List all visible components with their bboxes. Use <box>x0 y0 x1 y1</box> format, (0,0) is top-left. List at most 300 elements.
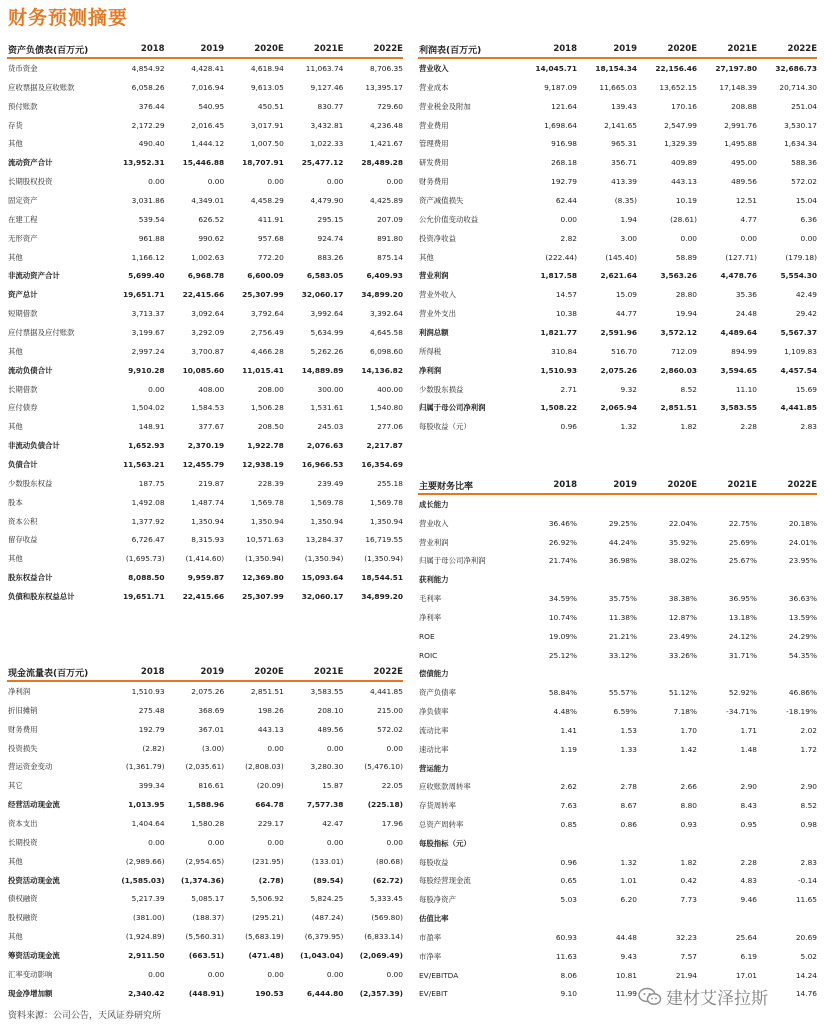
table-row <box>418 533 817 552</box>
row-label: 其他 <box>8 932 23 942</box>
cell-value: 2.90 <box>740 782 757 792</box>
cell-value: 8.06 <box>560 970 577 980</box>
cell-value: 25.69% <box>728 537 757 547</box>
cell-value: 1,540.80 <box>370 403 403 413</box>
cell-value: 1,350.94 <box>310 516 344 526</box>
cell-value: 16,966.53 <box>301 459 344 469</box>
cell-value: 22,415.66 <box>182 591 225 601</box>
cell-value: 12,455.79 <box>182 459 225 469</box>
row-label: 非流动负债合计 <box>8 441 60 451</box>
year-header: 2020E <box>667 480 697 490</box>
cell-value: 219.87 <box>198 478 225 488</box>
row-label: 固定资产 <box>8 195 38 205</box>
cell-value: 2,076.63 <box>306 441 344 451</box>
cell-value: 35.75% <box>608 594 637 604</box>
cell-value: (2.78) <box>258 875 284 885</box>
cell-value: 0.00 <box>326 969 344 979</box>
cell-value: 1,580.28 <box>191 818 225 828</box>
cell-value: 8.80 <box>680 801 697 811</box>
table-row <box>7 436 403 455</box>
cell-value: 4.83 <box>740 876 757 886</box>
cell-value: 4,645.58 <box>370 327 403 337</box>
row-label: 营业税金及附加 <box>419 101 471 111</box>
cell-value: 6,058.26 <box>131 82 165 92</box>
cell-value: 4,457.54 <box>780 365 817 375</box>
table-row <box>7 474 403 493</box>
cell-value: 22,156.46 <box>655 63 697 73</box>
year-header: 2022E <box>787 44 817 54</box>
cell-value: 4.48% <box>553 707 577 717</box>
table-row <box>418 285 817 304</box>
row-label: 归属于母公司净利润 <box>419 403 486 413</box>
cell-value: 875.14 <box>377 252 403 262</box>
cell-value: 208.00 <box>257 384 284 394</box>
cell-value: 7,016.94 <box>191 82 225 92</box>
cell-value: 35.36 <box>735 290 757 300</box>
row-label: 长期投资 <box>8 837 38 847</box>
cell-value: 4,349.01 <box>191 195 225 205</box>
cell-value: 44.24% <box>608 537 637 547</box>
cell-value: 399.34 <box>138 781 165 791</box>
cell-value: 376.44 <box>138 101 165 111</box>
cell-value: 13.59% <box>788 612 817 622</box>
cell-value: 2,756.49 <box>250 327 284 337</box>
cell-value: 0.95 <box>740 819 757 829</box>
row-label: 留存收益 <box>8 535 38 545</box>
row-label: 营业外收入 <box>419 290 456 300</box>
cell-value: 664.78 <box>255 800 284 810</box>
cell-value: 2,911.50 <box>128 950 165 960</box>
cell-value: 15.04 <box>795 195 817 205</box>
cell-value: (1,374.36) <box>180 875 225 885</box>
cell-value: 0.42 <box>680 876 697 886</box>
cell-value: 6,409.93 <box>366 271 403 281</box>
table-row <box>418 342 817 361</box>
row-label: 毛利率 <box>419 594 442 604</box>
year-header: 2020E <box>667 44 697 54</box>
cell-value: 0.00 <box>560 214 577 224</box>
row-label: ROIC <box>419 650 438 660</box>
balance-sheet-table <box>7 41 403 606</box>
cell-value: 32.23 <box>675 932 697 942</box>
cell-value: (225.18) <box>367 800 403 810</box>
cell-value: 1.70 <box>680 725 697 735</box>
cell-value: 42.49 <box>795 290 817 300</box>
cell-value: 6.20 <box>620 895 637 905</box>
cell-value: 1,002.63 <box>191 252 225 262</box>
cell-value: 894.99 <box>731 346 757 356</box>
cell-value: 626.52 <box>198 214 225 224</box>
cell-value: 7.18% <box>673 707 697 717</box>
row-label: 货币资金 <box>8 63 38 73</box>
year-header: 2020E <box>254 667 284 677</box>
row-label: 其他 <box>8 252 23 262</box>
cell-value: 190.53 <box>255 988 284 998</box>
cell-value: 27,197.80 <box>715 63 757 73</box>
cell-value: 10.74% <box>548 612 577 622</box>
cell-value: 55.57% <box>608 688 637 698</box>
cell-value: 3,583.55 <box>310 686 344 696</box>
cell-value: 2.90 <box>800 782 817 792</box>
cell-value: (1,361.79) <box>125 762 165 772</box>
cell-value: (231.95) <box>252 856 284 866</box>
cell-value: 295.15 <box>317 214 344 224</box>
cell-value: 1.71 <box>740 725 757 735</box>
table-row <box>418 398 817 417</box>
cell-value: 1,569.78 <box>370 497 403 507</box>
cell-value: 14.57 <box>555 290 577 300</box>
row-label: 股东权益合计 <box>8 573 53 583</box>
cell-value: 12,938.19 <box>242 459 284 469</box>
row-label: 财务费用 <box>8 724 38 734</box>
cell-value: 1,531.61 <box>310 403 344 413</box>
cell-value: 1,506.28 <box>250 403 284 413</box>
row-label: 净利率 <box>419 612 442 622</box>
section-header-row <box>418 570 817 589</box>
cell-value: 15,093.64 <box>301 573 344 583</box>
table-row <box>418 608 817 627</box>
cell-value: 1,329.39 <box>664 139 697 149</box>
cell-value: 11.10 <box>735 384 757 394</box>
row-label: 资本支出 <box>8 818 38 828</box>
cell-value: 0.00 <box>267 837 284 847</box>
cell-value: 2,217.87 <box>366 441 403 451</box>
cell-value: 2.02 <box>800 725 817 735</box>
cell-value: 11.99 <box>615 989 637 999</box>
cell-value: 139.43 <box>611 101 637 111</box>
cell-value: 52.92% <box>728 688 757 698</box>
row-label: 财务费用 <box>419 177 449 187</box>
row-label: 预付账款 <box>8 101 38 111</box>
cell-value: 9,187.09 <box>544 82 577 92</box>
cell-value: 310.84 <box>551 346 577 356</box>
cell-value: 29.42 <box>795 309 817 319</box>
cell-value: (8.35) <box>614 195 637 205</box>
row-label: 偿债能力 <box>419 669 449 679</box>
cell-value: (471.48) <box>248 950 284 960</box>
row-label: 投资活动现金流 <box>8 875 60 885</box>
cell-value: (133.01) <box>311 856 344 866</box>
cell-value: 11,563.21 <box>122 459 165 469</box>
table-row <box>7 398 403 417</box>
cell-value: 0.00 <box>680 233 697 243</box>
row-label: 应付票据及应付账款 <box>8 327 75 337</box>
cell-value: 22.05 <box>381 781 403 791</box>
table-row <box>7 97 403 116</box>
cell-value: 0.00 <box>267 743 284 753</box>
cell-value: 2,016.45 <box>191 120 225 130</box>
cell-value: 490.40 <box>138 139 165 149</box>
table-row <box>7 304 403 323</box>
row-label: 营业收入 <box>419 518 449 528</box>
cell-value: 0.00 <box>386 969 403 979</box>
row-label: 估值比率 <box>419 914 449 924</box>
cell-value: 0.00 <box>386 177 403 187</box>
cell-value: 23.95% <box>788 556 817 566</box>
table-row <box>7 380 403 399</box>
cell-value: 6.59% <box>613 707 637 717</box>
cell-value: 2.78 <box>620 782 637 792</box>
cell-value: (381.00) <box>132 913 165 923</box>
cell-value: 15.69 <box>795 384 817 394</box>
cell-value: 2.71 <box>560 384 577 394</box>
row-label: 总资产周转率 <box>419 819 464 829</box>
table-row <box>7 720 403 739</box>
table-row <box>7 682 403 701</box>
cell-value: 4,478.76 <box>720 271 757 281</box>
cell-value: 2,591.96 <box>600 327 637 337</box>
cell-value: 1,569.78 <box>250 497 284 507</box>
table-row <box>7 833 403 852</box>
cell-value: 409.89 <box>671 158 697 168</box>
cell-value: 15.09 <box>615 290 637 300</box>
cell-value: 1,510.93 <box>131 686 165 696</box>
cell-value: 8,088.50 <box>128 573 165 583</box>
cell-value: 148.91 <box>138 422 165 432</box>
cell-value: 21.21% <box>608 631 637 641</box>
cell-value: 16,354.69 <box>361 459 403 469</box>
row-label: 股权融资 <box>8 913 38 923</box>
cell-value: 400.00 <box>377 384 403 394</box>
table-row <box>7 116 403 135</box>
cell-value: 8.52 <box>680 384 697 394</box>
table-row <box>418 551 817 570</box>
cell-value: 25.67% <box>728 556 757 566</box>
cell-value: 540.95 <box>198 101 225 111</box>
cell-value: 215.00 <box>377 705 403 715</box>
table-row <box>418 890 817 909</box>
cell-value: 18,707.91 <box>242 158 284 168</box>
row-label: 折旧摊销 <box>8 705 38 715</box>
cell-value: 891.80 <box>377 233 403 243</box>
cell-value: 32,060.17 <box>301 591 344 601</box>
cell-value: -34.71% <box>726 707 757 717</box>
cell-value: 8.67 <box>620 801 637 811</box>
cell-value: 2,340.42 <box>128 988 165 998</box>
cell-value: 228.39 <box>257 478 284 488</box>
row-label: 债权融资 <box>8 894 38 904</box>
cell-value: 1.01 <box>620 876 637 886</box>
cell-value: 7.73 <box>680 895 697 905</box>
cell-value: 33.26% <box>668 650 697 660</box>
cell-value: 990.62 <box>198 233 225 243</box>
row-label: 应收账款周转率 <box>419 782 471 792</box>
cell-value: (28.61) <box>670 214 697 224</box>
table-row <box>418 702 817 721</box>
cell-value: 5,554.30 <box>780 271 817 281</box>
cell-value: 255.18 <box>377 478 403 488</box>
year-header: 2021E <box>727 44 757 54</box>
cell-value: (2,357.39) <box>359 988 403 998</box>
year-header: 2022E <box>373 667 403 677</box>
cell-value: 14,889.89 <box>301 365 344 375</box>
cell-value: (2,035.61) <box>185 762 225 772</box>
watermark-text: 建材艾泽拉斯 <box>666 989 768 1009</box>
cell-value: 2,075.26 <box>600 365 637 375</box>
cell-value: 1,166.12 <box>131 252 165 262</box>
cell-value: 1.72 <box>800 744 817 754</box>
cell-value: (663.51) <box>188 950 225 960</box>
table-header-title: 现金流量表(百万元) <box>8 668 89 679</box>
cell-value: 277.06 <box>377 422 403 432</box>
table-row <box>7 455 403 474</box>
cell-value: 25.12% <box>548 650 577 660</box>
cell-value: 883.26 <box>317 252 344 262</box>
cell-value: 1,013.95 <box>128 800 165 810</box>
cell-value: 3,280.30 <box>310 762 344 772</box>
section-header-row <box>418 909 817 928</box>
cell-value: 4,854.92 <box>131 63 165 73</box>
cell-value: (487.24) <box>311 913 344 923</box>
table-row <box>418 417 817 436</box>
cell-value: 0.85 <box>560 819 577 829</box>
cell-value: 19.09% <box>548 631 577 641</box>
cell-value: 0.96 <box>560 857 577 867</box>
cell-value: 1,922.78 <box>247 441 284 451</box>
cell-value: 5.03 <box>560 895 577 905</box>
cell-value: 2,370.19 <box>187 441 225 451</box>
table-header-title: 利润表(百万元) <box>419 45 482 56</box>
cell-value: 729.60 <box>377 101 403 111</box>
table-row <box>7 530 403 549</box>
cell-value: 5,567.37 <box>780 327 817 337</box>
year-header: 2021E <box>727 480 757 490</box>
table-row <box>7 59 403 78</box>
cell-value: 24.48 <box>735 309 757 319</box>
table-row <box>7 191 403 210</box>
cell-value: 22.75% <box>728 518 757 528</box>
cell-value: 8,706.35 <box>370 63 403 73</box>
table-row <box>7 342 403 361</box>
cell-value: 58.84% <box>548 688 577 698</box>
cell-value: 10.81 <box>615 970 637 980</box>
cell-value: 15.87 <box>322 781 344 791</box>
row-label: 投资净收益 <box>419 233 456 243</box>
cell-value: 23.49% <box>668 631 697 641</box>
cell-value: 58.89 <box>675 252 697 262</box>
table-row <box>7 493 403 512</box>
cell-value: 411.91 <box>257 214 284 224</box>
cell-value: 300.00 <box>317 384 344 394</box>
cell-value: 251.04 <box>791 101 817 111</box>
cell-value: 0.00 <box>386 837 403 847</box>
row-label: 存货 <box>8 120 23 130</box>
cell-value: 3,700.87 <box>191 346 225 356</box>
table-row <box>418 589 817 608</box>
cell-value: 12.51 <box>735 195 757 205</box>
row-label: 长期股权投资 <box>8 177 53 187</box>
row-label: 营业外支出 <box>419 309 456 319</box>
cell-value: 36.63% <box>788 594 817 604</box>
section-header-row <box>418 759 817 778</box>
section-header-row <box>418 834 817 853</box>
cell-value: 21.74% <box>548 556 577 566</box>
cell-value: 3,563.26 <box>660 271 697 281</box>
row-label: 研发费用 <box>419 158 449 168</box>
cell-value: 1,634.34 <box>784 139 817 149</box>
cell-value: 62.44 <box>555 195 577 205</box>
cell-value: 24.29% <box>788 631 817 641</box>
cell-value: 443.13 <box>671 177 697 187</box>
table-row <box>418 721 817 740</box>
table-row <box>7 889 403 908</box>
cell-value: 2.28 <box>740 422 757 432</box>
cell-value: 9,959.87 <box>187 573 225 583</box>
row-label: 速动比率 <box>419 744 449 754</box>
cell-value: 22.04% <box>668 518 697 528</box>
table-row <box>7 549 403 568</box>
cell-value: 208.88 <box>731 101 757 111</box>
row-label: 每股经营现金流 <box>419 876 471 886</box>
table-row <box>418 266 817 285</box>
wechat-icon <box>638 987 662 1007</box>
row-label: 短期借款 <box>8 309 38 319</box>
cell-value: 11.38% <box>608 612 637 622</box>
row-label: EV/EBITDA <box>419 970 459 980</box>
cell-value: 957.68 <box>257 233 284 243</box>
cell-value: 588.36 <box>791 158 817 168</box>
cell-value: 368.69 <box>198 705 225 715</box>
cell-value: 22,415.66 <box>182 290 225 300</box>
cell-value: 3,572.12 <box>660 327 697 337</box>
cell-value: 0.00 <box>148 177 165 187</box>
row-label: 利润总额 <box>419 327 449 337</box>
cell-value: 11,015.41 <box>242 365 284 375</box>
row-label: 市净率 <box>419 951 442 961</box>
cell-value: 15,446.88 <box>182 158 225 168</box>
cell-value: 4,425.89 <box>370 195 403 205</box>
row-label: 其他 <box>8 422 23 432</box>
year-header: 2019 <box>613 44 637 54</box>
cell-value: -18.19% <box>786 707 817 717</box>
cell-value: 268.18 <box>551 158 577 168</box>
table-row <box>7 739 403 758</box>
cell-value: 408.00 <box>198 384 225 394</box>
row-label: 无形资产 <box>8 233 38 243</box>
cell-value: 1,508.22 <box>540 403 577 413</box>
cell-value: 0.00 <box>207 177 225 187</box>
cell-value: 0.00 <box>207 837 225 847</box>
cell-value: (5,560.31) <box>185 932 225 942</box>
cell-value: (127.71) <box>725 252 757 262</box>
year-header: 2022E <box>787 480 817 490</box>
row-label: 营业利润 <box>419 537 449 547</box>
wechat-watermark <box>638 984 768 1009</box>
cell-value: 1,444.12 <box>191 139 225 149</box>
cell-value: 516.70 <box>611 346 637 356</box>
cell-value: 34,899.20 <box>361 591 403 601</box>
cell-value: 1,109.83 <box>784 346 817 356</box>
cell-value: 3,092.64 <box>191 309 225 319</box>
row-label: 流动负债合计 <box>8 365 53 375</box>
cell-value: 51.12% <box>668 688 697 698</box>
cell-value: 3,992.64 <box>310 309 344 319</box>
cell-value: 20.69 <box>795 932 817 942</box>
row-label: 其它 <box>8 781 23 791</box>
cell-value: (1,414.60) <box>185 554 225 564</box>
cell-value: 2.83 <box>800 857 817 867</box>
table-row <box>7 210 403 229</box>
financial-ratios-table <box>418 477 817 1003</box>
cell-value: 4,466.28 <box>250 346 284 356</box>
cell-value: 28,489.28 <box>361 158 403 168</box>
cell-value: 20,714.30 <box>779 82 817 92</box>
cell-value: 0.96 <box>560 422 577 432</box>
cell-value: 28.80 <box>675 290 697 300</box>
cell-value: 2,172.29 <box>131 120 165 130</box>
table-row <box>7 814 403 833</box>
cell-value: 10.19 <box>675 195 697 205</box>
